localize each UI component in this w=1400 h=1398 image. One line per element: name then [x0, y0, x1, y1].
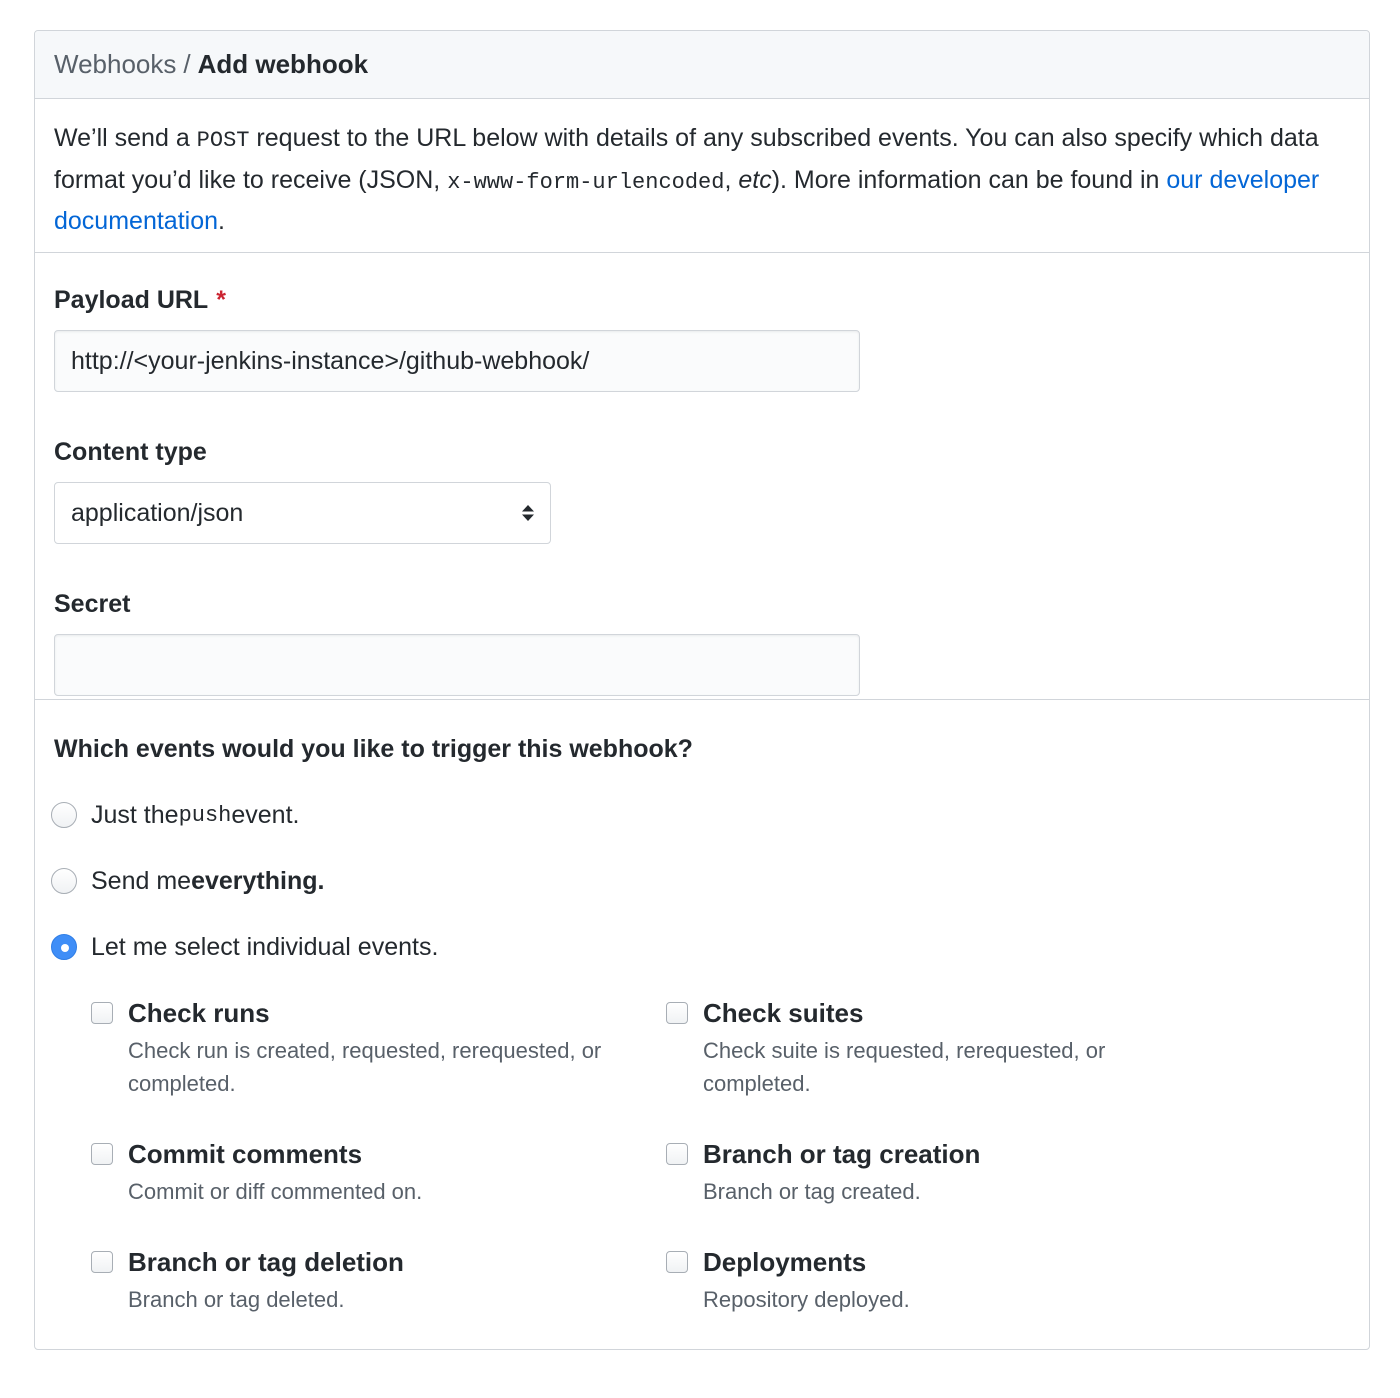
- radio-individual[interactable]: [51, 934, 77, 960]
- developer-documentation-link[interactable]: our developer documentation: [54, 165, 1320, 235]
- intro-code-urlencoded: x-www-form-urlencoded: [447, 169, 725, 195]
- checkbox-commit-comments[interactable]: [91, 1143, 113, 1165]
- radio-option-individual[interactable]: [51, 932, 1350, 962]
- page-title: Add webhook: [197, 49, 369, 79]
- secret-input[interactable]: [54, 634, 860, 696]
- events-section: [35, 700, 1369, 1398]
- intro-text-1: We’ll send a: [54, 124, 197, 152]
- webhook-form-box: [34, 30, 1370, 1350]
- payload-url-label: [54, 285, 1350, 315]
- checkbox-check-suites[interactable]: [666, 1002, 688, 1024]
- checkbox-check-runs[interactable]: [91, 1002, 113, 1024]
- intro-text-2: request to the URL below with details of any subscribed events. You can also specify which data format you’d like to receive (JSON,: [54, 124, 1319, 194]
- content-type-select[interactable]: [54, 482, 551, 544]
- intro-text-3: ,: [724, 165, 739, 194]
- intro-text-4: ). More information can be found in: [771, 165, 1167, 194]
- event-description: Branch or tag deleted.: [128, 1287, 345, 1312]
- event-description: Repository deployed.: [703, 1287, 910, 1312]
- radio-individual-label: Let me select individual events.: [91, 932, 439, 961]
- content-type-label: Content type: [54, 438, 207, 466]
- events-heading: Which events would you like to trigger this webhook?: [54, 735, 693, 763]
- secret-label: Secret: [54, 590, 131, 618]
- intro-code-post: POST: [196, 128, 250, 153]
- event-description: Check run is created, requested, rerequested, or completed.: [128, 1038, 602, 1096]
- event-description: Commit or diff commented on.: [128, 1179, 423, 1204]
- event-title: Check runs: [128, 998, 270, 1028]
- box-header: [35, 31, 1369, 99]
- breadcrumb-webhooks-link[interactable]: Webhooks: [54, 49, 177, 79]
- event-title: Branch or tag creation: [703, 1139, 981, 1169]
- radio-push-code: push: [178, 802, 232, 828]
- event-description: Check suite is requested, rerequested, or completed.: [703, 1038, 1106, 1096]
- radio-push-suffix: event.: [231, 800, 300, 829]
- select-arrows-icon: [520, 503, 536, 523]
- radio-option-push[interactable]: [51, 800, 1350, 830]
- checkbox-branch-tag-creation[interactable]: [666, 1143, 688, 1165]
- checkbox-deployments[interactable]: [666, 1251, 688, 1273]
- breadcrumb-separator: /: [183, 49, 191, 79]
- radio-option-everything[interactable]: [51, 866, 1350, 896]
- required-marker: *: [216, 286, 226, 314]
- intro-text: [35, 99, 1369, 253]
- form-fields: [35, 253, 1369, 700]
- event-title: Deployments: [703, 1247, 867, 1277]
- event-description: Branch or tag created.: [703, 1179, 921, 1204]
- radio-everything[interactable]: [51, 868, 77, 894]
- event-title: Commit comments: [128, 1139, 363, 1169]
- radio-push[interactable]: [51, 802, 77, 828]
- event-title: Check suites: [703, 998, 864, 1028]
- intro-italic-etc: etc: [738, 165, 772, 194]
- content-type-value: application/json: [71, 499, 244, 527]
- checkbox-branch-tag-deletion[interactable]: [91, 1251, 113, 1273]
- intro-text-5: .: [218, 207, 225, 235]
- individual-events-grid: [54, 998, 1350, 1398]
- payload-url-input[interactable]: [54, 330, 860, 392]
- event-title: Branch or tag deletion: [128, 1247, 404, 1277]
- radio-everything-bold: everything.: [191, 866, 325, 895]
- radio-push-prefix: Just the: [91, 800, 179, 829]
- payload-url-label-text: Payload URL: [54, 286, 209, 314]
- radio-everything-prefix: Send me: [91, 866, 192, 895]
